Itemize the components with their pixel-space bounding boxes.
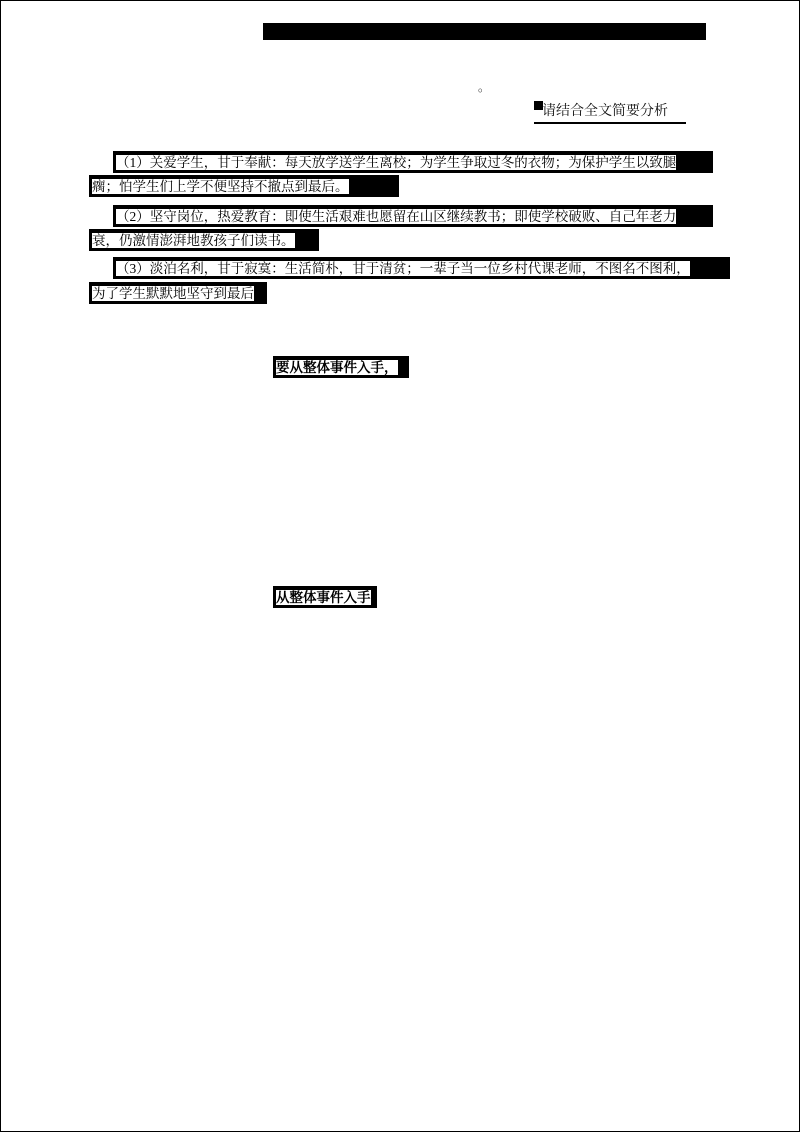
answer-item-2-line-2-text: 衰，仍激情澎湃地教孩子们读书。	[92, 233, 295, 248]
answer-item-1-line-2	[89, 175, 399, 197]
answer-item-2-line-1	[113, 205, 713, 227]
answer-item-1-line-1-text: （1）关爱学生，甘于奉献：每天放学送学生离校；为学生争取过冬的衣物；为保护学生以致腿	[116, 155, 677, 170]
answer-item-3-line-1	[113, 257, 730, 279]
period-mark: 。	[478, 80, 491, 94]
answer-item-2-line-2	[89, 229, 319, 251]
subheader-underline-bar	[534, 122, 686, 124]
note-fragment-1	[273, 356, 409, 378]
answer-item-1-line-2-text: 瘸；怕学生们上学不便坚持不撤点到最后。	[92, 179, 349, 194]
header-trailing-text: 请结合全文简要分析	[542, 104, 668, 119]
note-fragment-2	[273, 586, 377, 608]
answer-item-3-line-2	[89, 282, 267, 304]
answer-item-2-line-1-text: （2）坚守岗位，热爱教育：即使生活艰难也愿留在山区继续教书；即使学校破败、自己年老力	[116, 209, 677, 224]
answer-item-1-line-1	[113, 151, 713, 173]
header-redaction-bar	[263, 23, 706, 40]
note-fragment-1-text: 要从整体事件入手，	[276, 360, 398, 375]
note-fragment-2-text: 从整体事件入手	[276, 590, 371, 605]
answer-item-3-line-1-text: （3）淡泊名利，甘于寂寞：生活简朴，甘于清贫；一辈子当一位乡村代课老师，不图名不图利，	[116, 261, 690, 276]
answer-item-3-line-2-text: 为了学生默默地坚守到最后	[92, 286, 254, 301]
